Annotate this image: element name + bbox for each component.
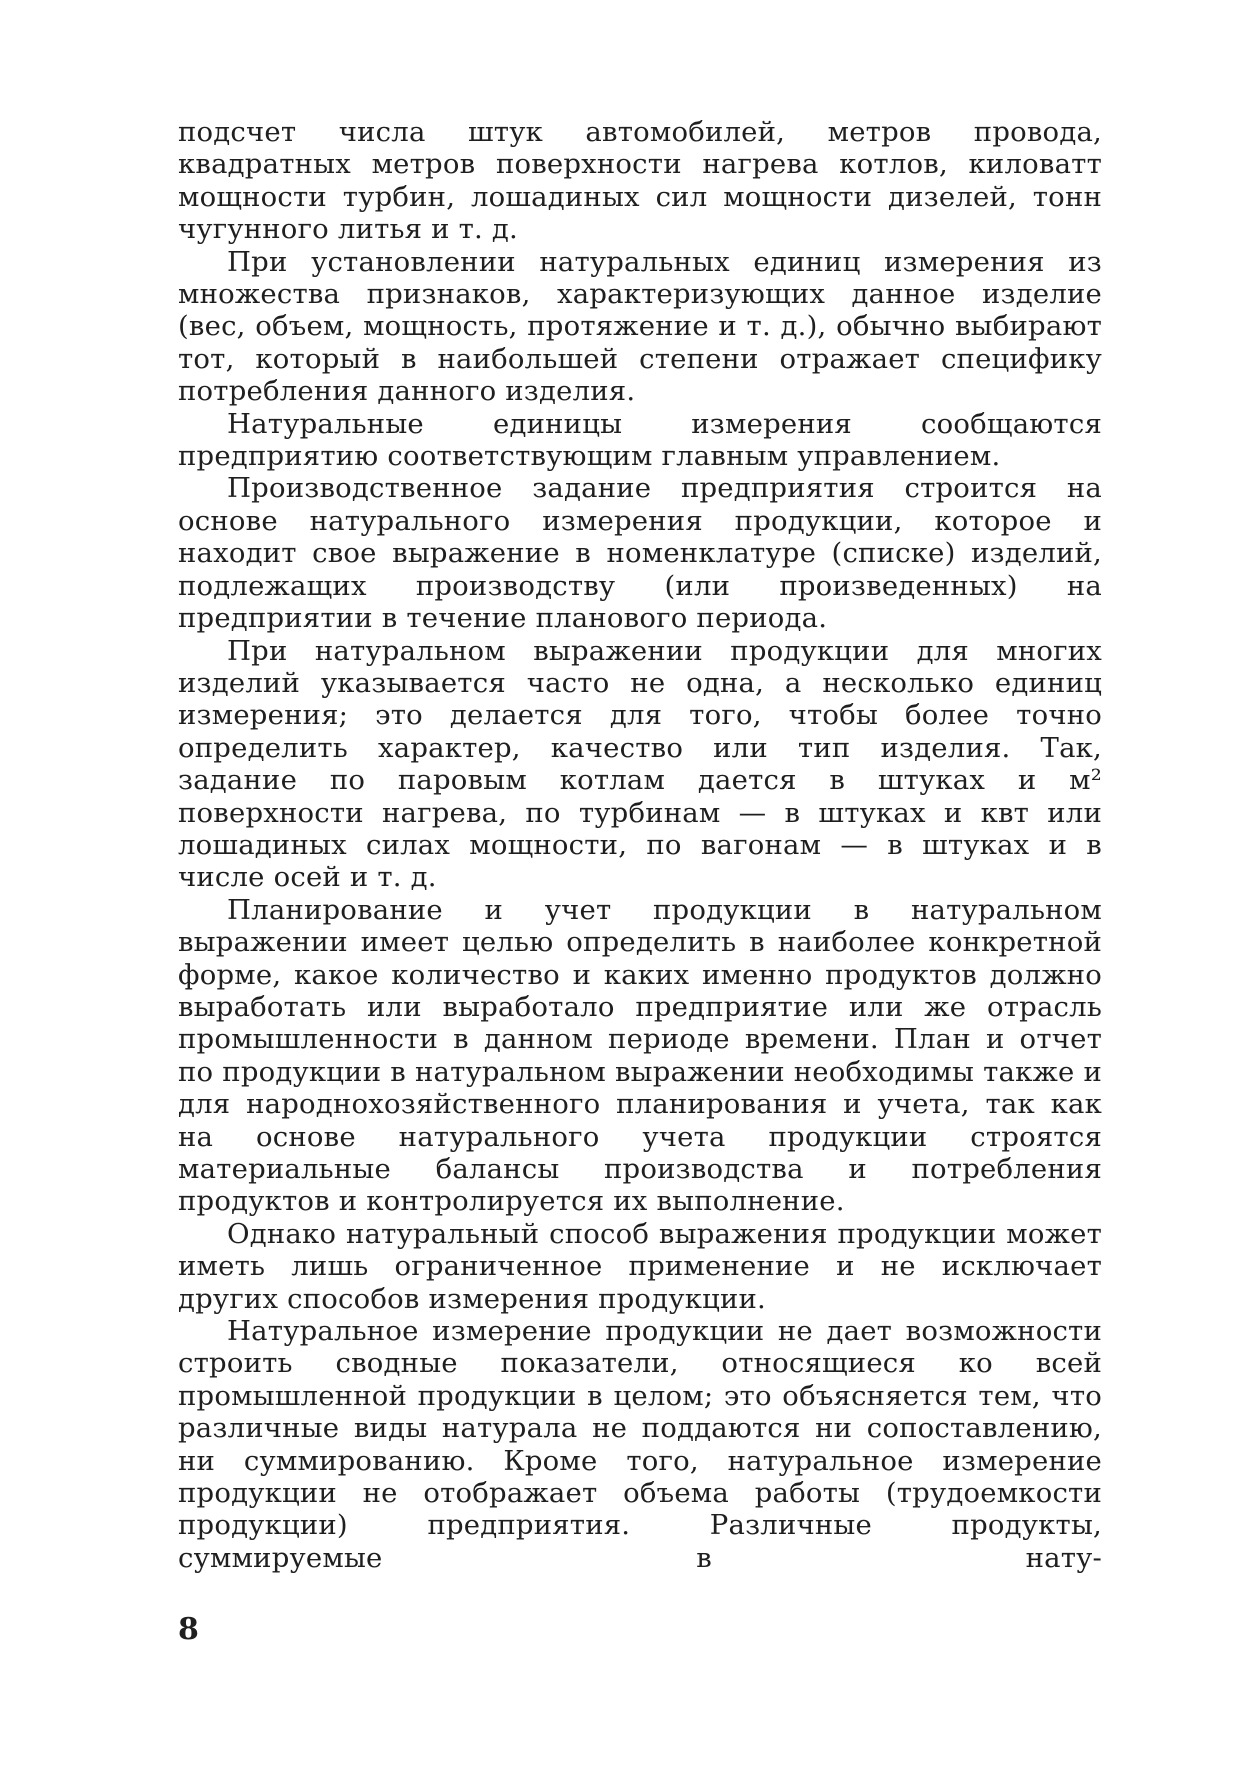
page-body bbox=[178, 116, 1102, 1574]
paragraph-multiple-units: При натуральном выражении продукции для многих изделий указывается часто не одна, а несколько единиц измерения; это делается для того, чтобы более точно определить характер, качество или тип изделия. Так, задание по паровым котлам дается в штуках и м² поверхности нагрева, по турбинам — в штуках и квт или лошадиных силах мощности, по вагонам — в штуках и в числе осей и т. д. bbox=[178, 634, 1102, 894]
paragraph-continuation: подсчет числа штук автомобилей, метров провода, квадратных метров поверхности нагрева котлов, киловатт мощности турбин, лошадиных сил мощности дизелей, тонн чугунного литья и т. д. bbox=[178, 116, 1102, 246]
paragraph-planning-and-accounting: Планирование и учет продукции в натуральном выражении имеет целью определить в наиболее конкретной форме, какое количество и каких именно продуктов должно выработать или выработало предприятие или же отрасль промышленности в данном периоде времени. План и отчет по продукции в натуральном выражении необходимы также и для народнохозяйственного планирования и учета, так как на основе натурального учета продукции строятся материальные балансы производства и потребления продуктов и контролируется их выполнение. bbox=[178, 893, 1102, 1218]
page-number: 8 bbox=[178, 1612, 199, 1647]
paragraph-units-communicated: Натуральные единицы измерения сообщаются предприятию соответствующим главным управлением. bbox=[178, 407, 1102, 473]
paragraph-units-selection: При установлении натуральных единиц измерения из множества признаков, характеризующих данное изделие (вес, объем, мощность, протяжение и т. д.), обычно выбирают тот, который в наибольшей степени отражает специфику потребления данного изделия. bbox=[178, 245, 1102, 408]
paragraph-production-task: Производственное задание предприятия строится на основе натурального измерения продукции, которое и находит свое выражение в номенклатуре (списке) изделий, подлежащих производству (или произведенных) на предприятии в течение планового периода. bbox=[178, 472, 1102, 635]
paragraph-limited-application: Однако натуральный способ выражения продукции может иметь лишь ограниченное применение и не исключает других способов измерения продукции. bbox=[178, 1217, 1102, 1315]
paragraph-no-summary-indicators: Натуральное измерение продукции не дает возможности строить сводные показатели, относящиеся ко всей промышленной продукции в целом; это объясняется тем, что различные виды натурала не поддаются ни сопоставлению, ни суммированию. Кроме того, натуральное измерение продукции не отображает объема работы (трудоемкости продукции) предприятия. Различные продукты, суммируемые в нату- bbox=[178, 1315, 1102, 1574]
